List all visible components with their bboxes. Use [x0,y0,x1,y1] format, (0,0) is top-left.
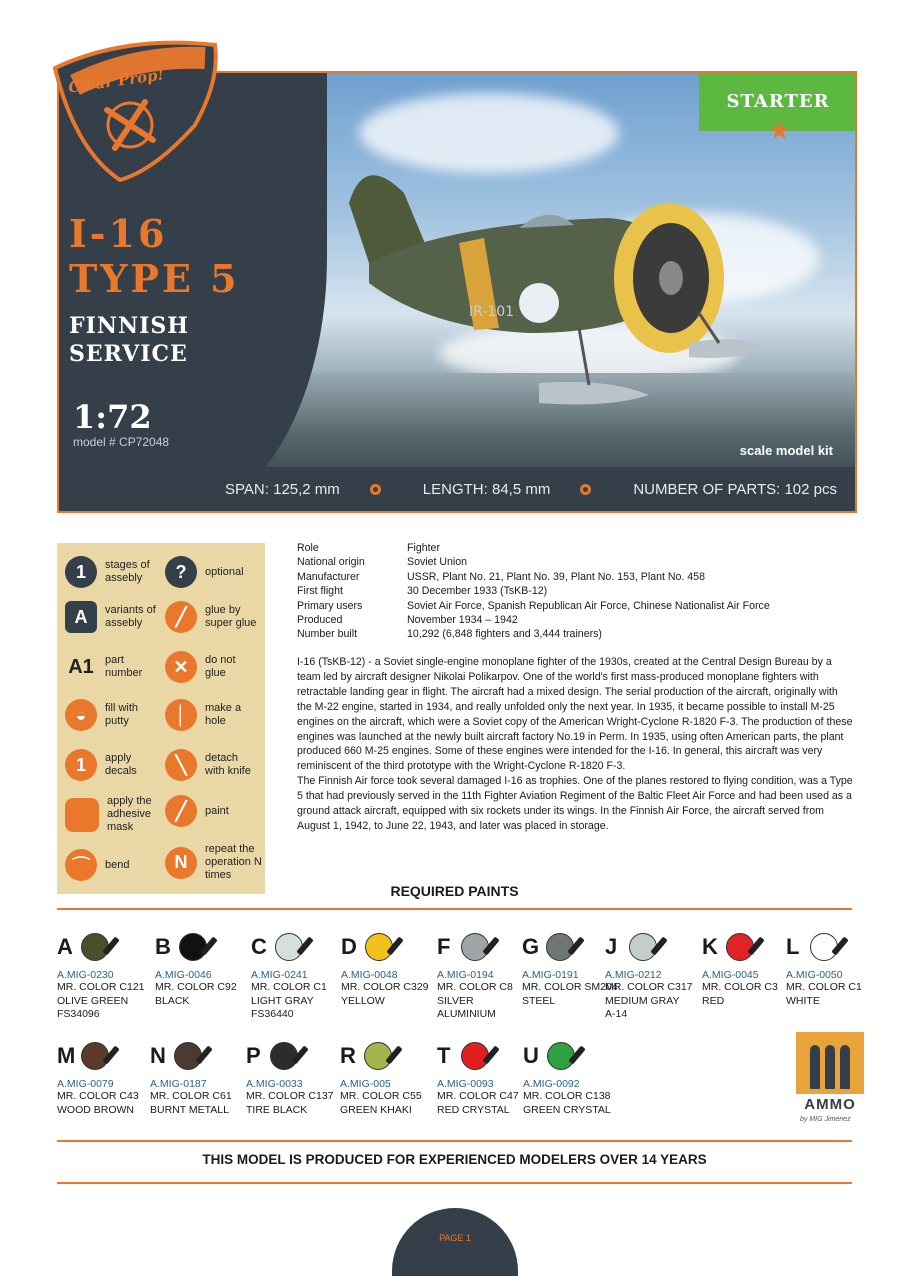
legend-item: ╱ paint [165,795,229,827]
paint-color-chip [275,933,303,961]
span-spec: SPAN: 125,2 mm [225,480,340,498]
paint-item [341,933,441,1008]
paint-color-chip [179,933,207,961]
paint-name: MR. COLOR C8 SILVER ALUMINIUM [437,981,513,1020]
i16-aircraft-illustration [309,133,789,463]
svg-text:IR-101: IR-101 [469,304,515,320]
paint-color-chip [461,933,489,961]
paint-color-chip [81,1042,109,1070]
paint-code: A.MIG-0048 [341,969,398,981]
info-row: National origin Soviet Union [297,556,468,569]
paint-name: MR. COLOR C138 GREEN CRYSTAL [523,1090,611,1116]
paint-item [437,1042,537,1117]
paint-icon: ╱ [165,795,197,827]
description-paragraph: I-16 (TsKB-12) - a Soviet single-engine monoplane fighter of the 1930s, created at the Central Design Bureau by a team led by aircraft designer Nikolai Polikarpov. One of the world's first mass-produced monoplane fighters with retractable landing gear in flight. The aircraft had a mixed design. The serial production of the aircraft, originally with the M-22 engine, started in 1934, and really unfolded only the next year. In 1935, it became possible to install M-25 engines on the aircraft, which were a Soviet copy of the American Wright-Cyclone R-1820 F-3. The production of these engines was launched at the newly built aircraft factory No.19 in Perm. In 1935, using often American parts, the plant produced 660 M-25 engines. Some of these engines were intended for the I-16. In general, this aircraft was very reminiscent of the third prototype with the Wright-Cyclone R-1820 F-3. [297,656,853,773]
paint-code: A.MIG-0212 [605,969,662,981]
decal-icon: 1 [65,749,97,781]
mask-icon [65,798,99,832]
paint-name: MR. COLOR C92 BLACK [155,981,237,1007]
stage-number-icon: 1 [65,556,97,588]
paint-color-chip [810,933,838,961]
no-glue-icon: ✕ [165,651,197,683]
paint-color-chip [547,1042,575,1070]
paint-code: A.MIG-0230 [57,969,114,981]
ammo-byline: by MIG Jimenez [800,1116,851,1123]
paint-color-chip [174,1042,202,1070]
bullet-shape [810,1045,820,1089]
paint-swatch [341,933,441,961]
paint-name: MR. COLOR C1 LIGHT GRAY FS36440 [251,981,327,1020]
paint-name: MR. COLOR C43 WOOD BROWN [57,1090,139,1116]
paint-color-chip [270,1042,298,1070]
paint-swatch [523,1042,623,1070]
paint-item [605,933,705,1022]
bullet-icon [580,484,591,495]
scale-label: 1:72 [73,398,152,436]
star-icon: ★ [767,115,791,145]
difficulty-badge: STARTER [699,73,857,131]
putty-icon: ◒ [65,699,97,731]
paint-name: MR. COLOR C317 MEDIUM GRAY A-14 [605,981,693,1020]
paint-code: A.MIG-0050 [786,969,843,981]
paint-name: MR. COLOR C3 RED [702,981,778,1007]
paint-name: MR. COLOR SM204 STEEL [522,981,618,1007]
paint-swatch [57,1042,157,1070]
paint-letter: U [523,1043,539,1068]
info-row: Number built 10,292 (6,848 fighters and 3,444 trainers) [297,628,602,641]
paint-item [251,933,351,1022]
paint-color-chip [726,933,754,961]
legend-item: │ make a hole [165,699,250,731]
paint-item [57,1042,157,1117]
paint-swatch [246,1042,346,1070]
kit-label: scale model kit [739,443,833,458]
paint-letter: K [702,934,718,959]
paint-color-chip [364,1042,392,1070]
paint-letter: M [57,1043,76,1068]
kit-subtitle-line1: FINNISH [69,313,190,339]
paint-item [155,933,255,1008]
history-description [297,655,853,834]
paint-swatch [150,1042,250,1070]
paint-color-chip [546,933,574,961]
paint-code: A.MIG-0241 [251,969,308,981]
legend-item: 1 stages of assebly [65,556,160,588]
bullet-shape [840,1045,850,1089]
paint-item [340,1042,440,1117]
paint-color-chip [629,933,657,961]
ammo-logo [796,1032,864,1094]
paint-code: A.MIG-0046 [155,969,212,981]
paint-item [786,933,886,1008]
paint-code: A.MIG-0092 [523,1078,580,1090]
paint-item [150,1042,250,1117]
paint-color-chip [365,933,393,961]
kit-title-line2: TYPE 5 [69,256,240,301]
paint-letter: G [522,934,540,959]
legend-item: ╲ detach with knife [165,749,260,781]
variant-hexagon-icon: A [65,601,97,633]
paint-code: A.MIG-0045 [702,969,759,981]
paint-name: MR. COLOR C55 GREEN KHAKI [340,1090,422,1116]
divider [57,908,852,910]
part-number-icon: A1 [68,655,94,678]
paint-letter: D [341,934,357,959]
bend-icon: ⌒ [65,849,97,881]
legend-item: ◒ fill with putty [65,699,150,731]
divider [57,1140,852,1142]
description-paragraph: The Finnish Air force took several damaged I-16 as trophies. One of the planes restored to flying condition, was a Type 5 that had previously served in the 11th Fighter Aviation Regiment of the Baltic Fleet Air Force and had been used as a ground attack aircraft, equipped with six rockets under its wings. In the Finnish Air Force, the aircraft served from August 1, 1942, to June 22, 1943, and later was placed in storage. [297,775,853,832]
paint-name: MR. COLOR C47 RED CRYSTAL [437,1090,519,1116]
legend-item: N repeat the operation N times [165,843,263,882]
info-row: Manufacturer USSR, Plant No. 21, Plant No. 39, Plant No. 153, Plant No. 458 [297,570,705,583]
paint-letter: B [155,934,171,959]
paints-heading: REQUIRED PAINTS [390,883,519,899]
bullet-shape [825,1045,835,1089]
legend-item: ✕ do not glue [165,651,250,683]
paint-letter: C [251,934,267,959]
paint-code: A.MIG-005 [340,1078,391,1090]
legend-item: A variants of assebly [65,601,160,633]
divider [57,1182,852,1184]
ammo-logo-text: AMMO [804,1096,856,1113]
legend-item: A1 part number [65,651,150,683]
kit-title-line1: I-16 [69,211,168,256]
repeat-icon: N [165,847,197,879]
glue-icon: ╱ [165,601,197,633]
legend-item: ? optional [165,556,244,588]
info-row: Produced November 1934 – 1942 [297,614,518,627]
info-row: First flight 30 December 1933 (TsKB-12) [297,585,548,598]
age-notice: THIS MODEL IS PRODUCED FOR EXPERIENCED MODELERS OVER 14 YEARS [202,1152,707,1167]
paint-item [246,1042,346,1117]
paint-swatch [340,1042,440,1070]
paint-letter: P [246,1043,261,1068]
legend-item: ╱ glue by super glue [165,601,265,633]
paint-color-chip [461,1042,489,1070]
parts-spec: NUMBER OF PARTS: 102 pcs [633,480,837,498]
legend-item: ⌒ bend [65,849,129,881]
paint-letter: A [57,934,73,959]
paint-item [523,1042,623,1117]
paint-swatch [251,933,351,961]
legend-item: 1 apply decals [65,749,150,781]
symbols-legend [57,543,265,894]
logo-text: Clear Prop! [67,65,166,97]
paint-letter: F [437,934,451,959]
paint-letter: T [437,1043,451,1068]
info-row: Primary users Soviet Air Force, Spanish Republican Air Force, Chinese Nationalist Air Force [297,599,770,612]
aircraft-info-table [297,541,857,642]
model-number: model # CP72048 [73,435,170,449]
paint-letter: L [786,934,800,959]
paint-code: A.MIG-0194 [437,969,494,981]
kit-subtitle-line2: SERVICE [69,341,188,367]
paint-name: MR. COLOR C137 TIRE BLACK [246,1090,334,1116]
spec-bar [59,467,855,511]
paint-swatch [605,933,705,961]
paint-code: A.MIG-0191 [522,969,579,981]
paint-name: MR. COLOR C121 OLIVE GREEN FS34096 [57,981,145,1020]
paint-swatch [57,933,157,961]
paint-code: A.MIG-0033 [246,1078,303,1090]
paint-swatch [155,933,255,961]
question-icon: ? [165,556,197,588]
paint-letter: N [150,1043,166,1068]
paint-name: MR. COLOR C61 BURNT METALL [150,1090,232,1116]
paint-code: A.MIG-0079 [57,1078,114,1090]
paint-swatch [437,1042,537,1070]
clear-prop-logo [45,40,225,190]
paint-name: MR. COLOR C1 WHITE [786,981,862,1007]
info-row: Role Fighter [297,542,440,554]
paint-letter: J [605,934,618,959]
bullet-icon [370,484,381,495]
legend-item: apply the adhesive mask [65,795,162,834]
paint-code: A.MIG-0093 [437,1078,494,1090]
knife-icon: ╲ [165,749,197,781]
paint-code: A.MIG-0187 [150,1078,207,1090]
paint-name: MR. COLOR C329 YELLOW [341,981,429,1007]
length-spec: LENGTH: 84,5 mm [422,480,551,498]
paint-item [57,933,157,1022]
paint-swatch [786,933,886,961]
drill-icon: │ [165,699,197,731]
paint-letter: R [340,1043,356,1068]
page-number: PAGE 1 [392,1208,518,1276]
paint-color-chip [81,933,109,961]
